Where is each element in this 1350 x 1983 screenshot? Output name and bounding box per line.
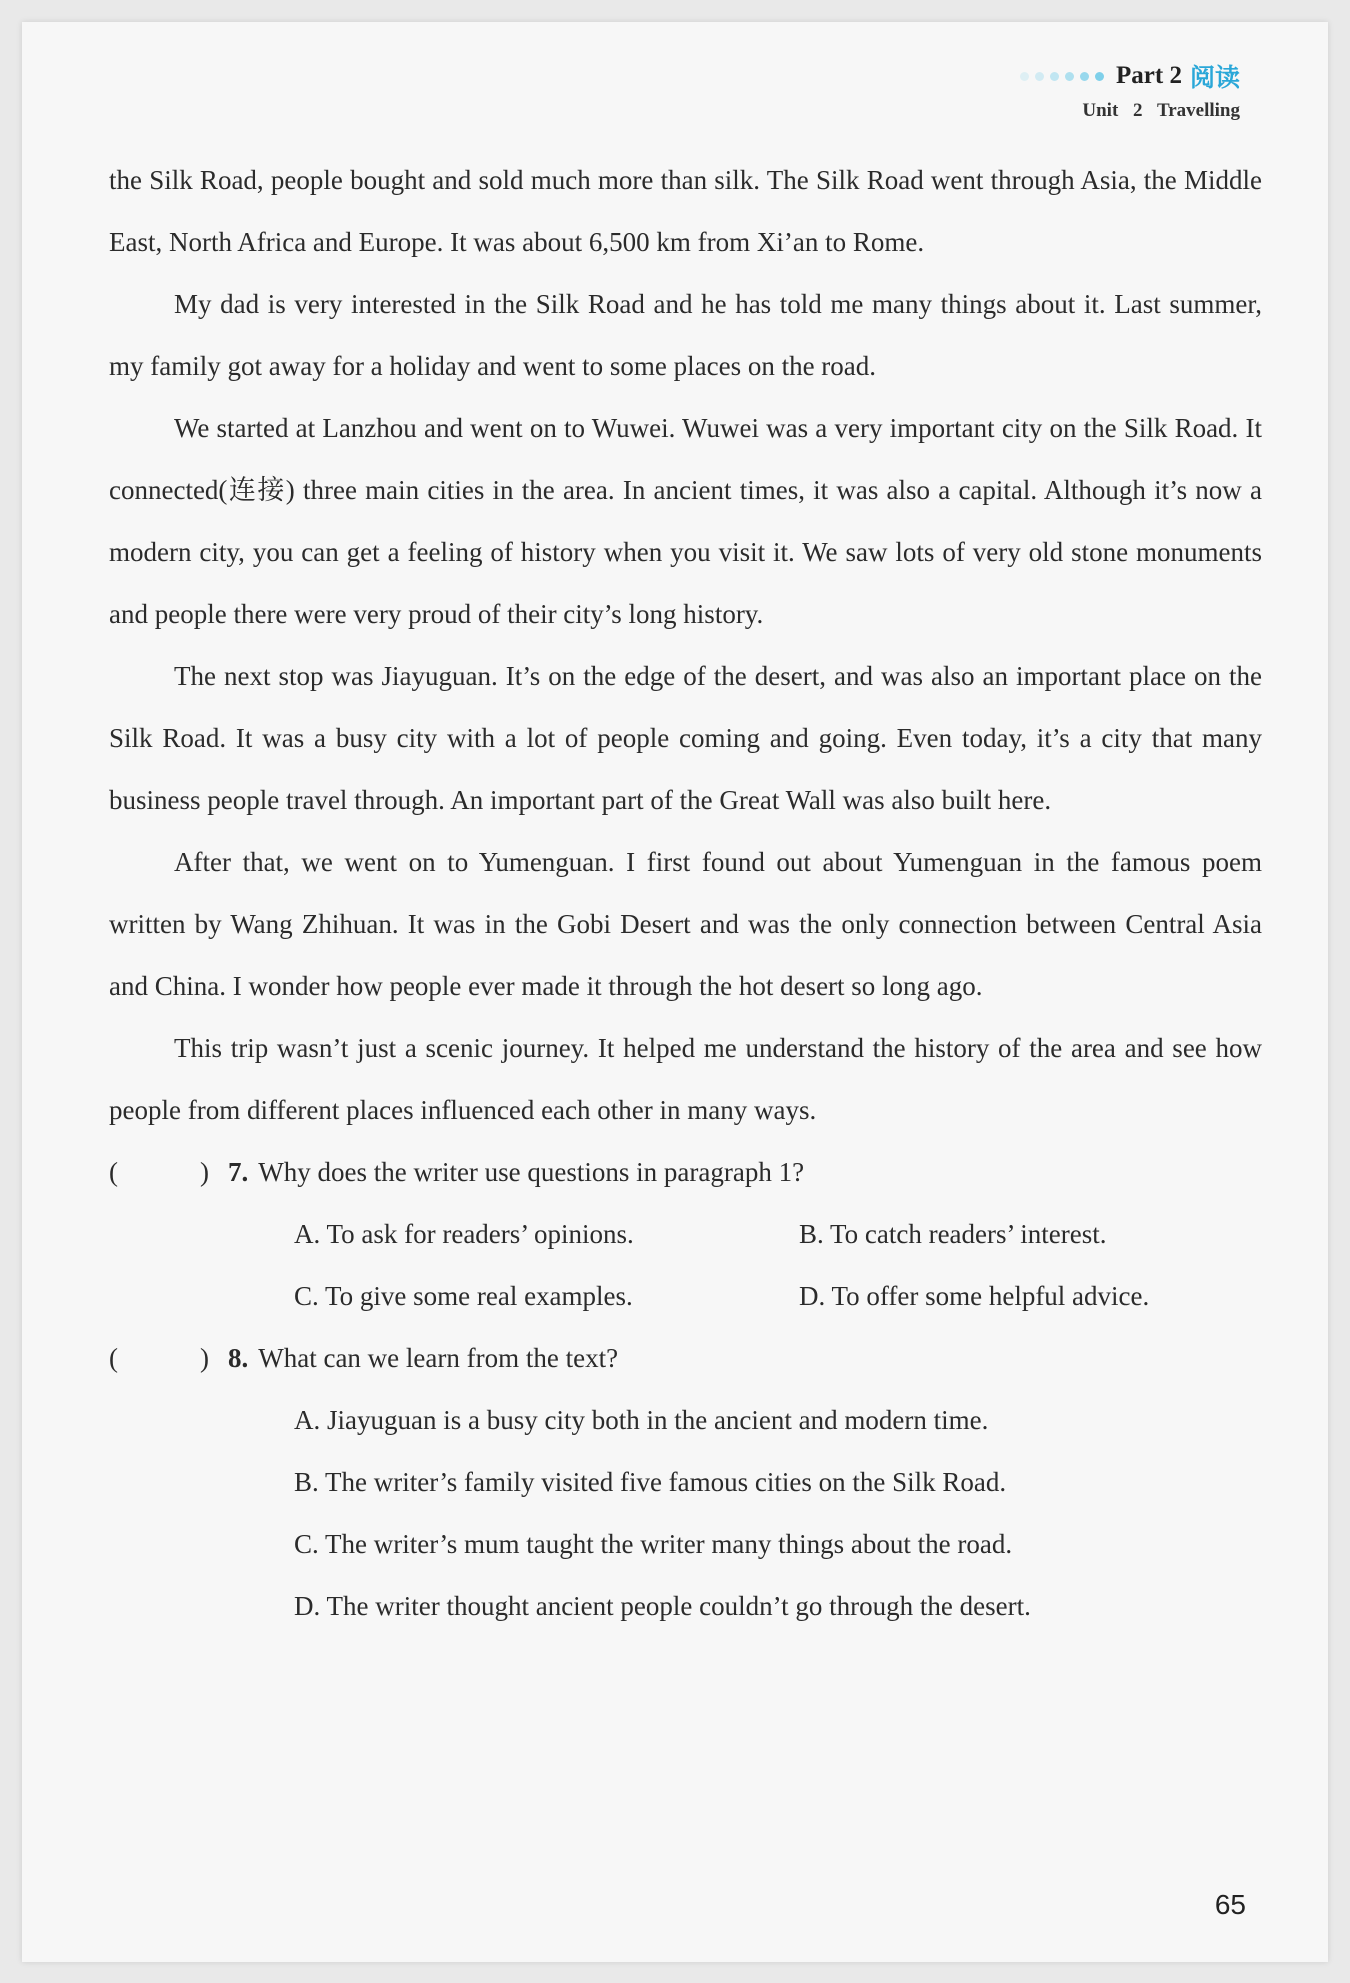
- paragraph-continued: the Silk Road, people bought and sold much more than silk. The Silk Road went through Asia, the Middle East, North Africa and Europe. It was about 6,500 km from Xi’an to Rome.: [109, 165, 1262, 257]
- option-d: D. To offer some helpful advice.: [799, 1281, 1150, 1311]
- part-label: Part 2: [1116, 62, 1182, 89]
- question-8: [109, 1327, 1262, 1389]
- option-b: B. To catch readers’ interest.: [799, 1219, 1107, 1249]
- option-d: D. The writer thought ancient people couldn’t go through the desert.: [294, 1591, 1031, 1621]
- question-number: 7.: [228, 1157, 249, 1187]
- reading-label: 阅读: [1189, 63, 1240, 92]
- question-text: What can we learn from the text?: [258, 1343, 619, 1373]
- paragraph: After that, we went on to Yumenguan. I first found out about Yumenguan in the famous poem written by Wang Zhihuan. It was in the Gobi Desert and was the only connection between Central Asia and China. I wonder how people ever made it through the hot desert so long ago.: [109, 847, 1262, 1001]
- question-number: 8.: [228, 1343, 249, 1373]
- question-7-options: [294, 1203, 1262, 1327]
- option-c: C. The writer’s mum taught the writer many things about the road.: [294, 1529, 1013, 1559]
- option-a: A. To ask for readers’ opinions.: [294, 1219, 634, 1249]
- option-c: C. To give some real examples.: [294, 1281, 633, 1311]
- question-7: [109, 1141, 1262, 1203]
- paragraph: We started at Lanzhou and went on to Wuwei. Wuwei was a very important city on the Silk Road. It connected(连接) three main cities in the area. In ancient times, it was also a capital. Although it’s now a modern city, you can get a feeling of history when you visit it. We saw lots of very old stone monuments and people there were very proud of their city’s long history.: [109, 413, 1262, 629]
- question-text: Why does the writer use questions in paragraph 1?: [258, 1157, 805, 1187]
- question-stem: [228, 1141, 1262, 1203]
- answer-blank[interactable]: ( ): [109, 1343, 209, 1373]
- question-stem: [228, 1327, 1262, 1389]
- option-a: A. Jiayuguan is a busy city both in the ancient and modern time.: [294, 1405, 989, 1435]
- paragraph: My dad is very interested in the Silk Road and he has told me many things about it. Last summer, my family got away for a holiday and went to some places on the road.: [109, 289, 1262, 381]
- question-8-options: [294, 1389, 1262, 1637]
- decorative-dots-icon: [1020, 72, 1104, 81]
- paragraph: The next stop was Jiayuguan. It’s on the edge of the desert, and was also an important place on the Silk Road. It was a busy city with a lot of people coming and going. Even today, it’s a city that many business people travel through. An important part of the Great Wall was also built here.: [109, 661, 1262, 815]
- unit-label: Unit 2: [1082, 100, 1143, 121]
- page-number: 65: [1214, 1889, 1246, 1920]
- header-part-line: [1020, 58, 1240, 94]
- option-b: B. The writer’s family visited five famous cities on the Silk Road.: [294, 1467, 1007, 1497]
- page-header: [1020, 58, 1240, 122]
- header-unit-line: [1020, 100, 1240, 122]
- document-page: [22, 22, 1328, 1962]
- reading-passage: [109, 149, 1262, 1637]
- unit-title: Travelling: [1156, 100, 1240, 121]
- paragraph: This trip wasn’t just a scenic journey. It helped me understand the history of the area and see how people from different places influenced each other in many ways.: [109, 1033, 1262, 1125]
- answer-blank[interactable]: ( ): [109, 1157, 209, 1187]
